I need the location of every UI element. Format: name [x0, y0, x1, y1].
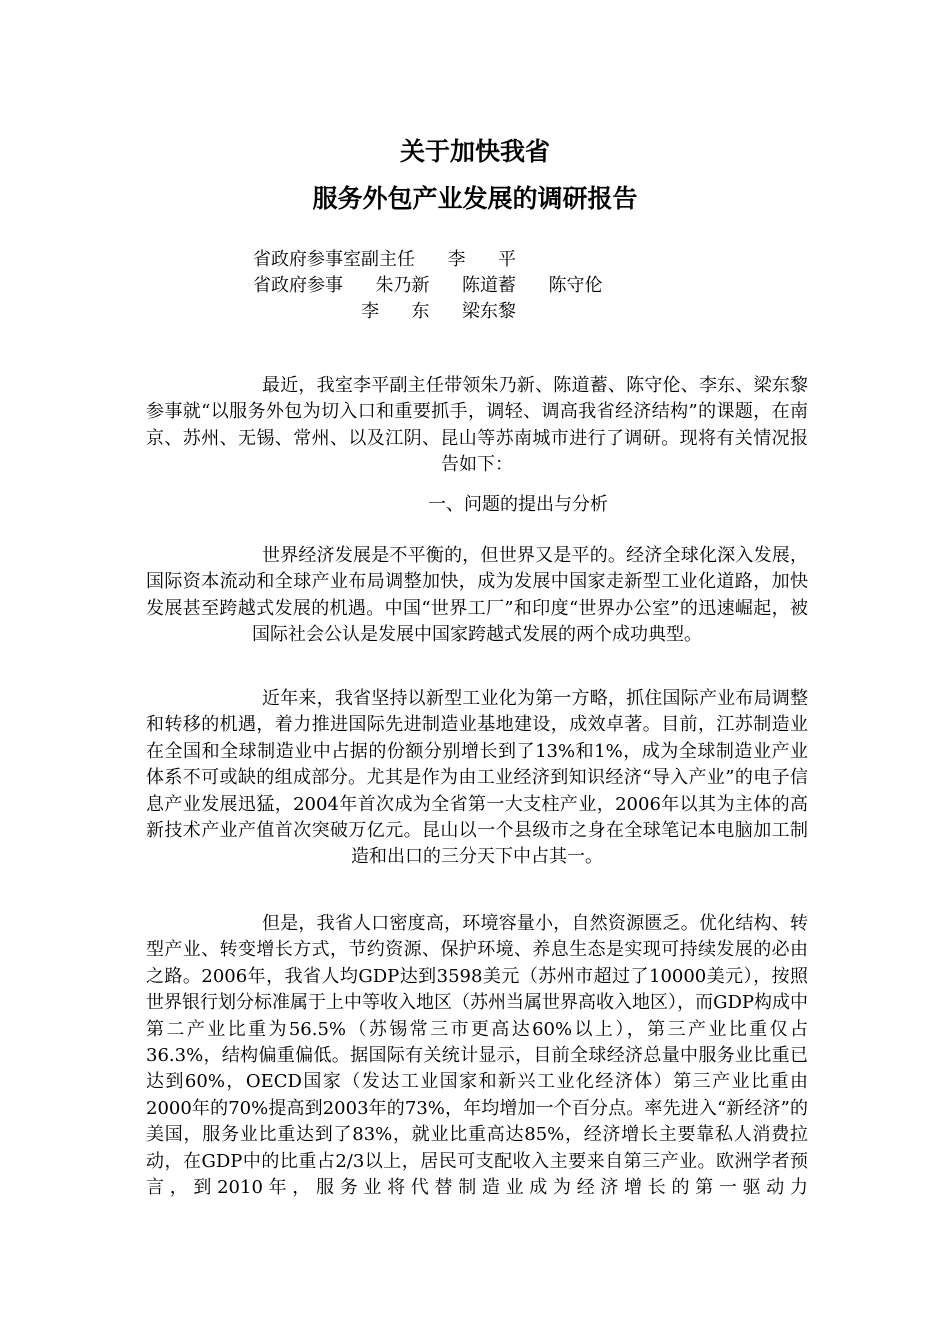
author-line-1: 省政府参事室副主任 李 平: [253, 249, 517, 270]
author-line-2: 省政府参事 朱乃新 陈道蓄 陈守伦: [253, 275, 603, 296]
document-title-line-2: 服务外包产业发展的调研报告: [312, 184, 638, 213]
section-heading-1: 一、问题的提出与分析: [428, 494, 608, 515]
body-paragraph-1: 世界经济发展是不平衡的，但世界又是平的。经济全球化深入发展，国际资本流动和全球产业布局调整加快，成为发展中国家走新型工业化道路，加快发展甚至跨越式发展的机遇。中国“世界工厂”和印度“世界办公室”的迅速崛起，被国际社会公认是发展中国家跨越式发展的两个成功典型。: [146, 545, 808, 646]
document-title-line-1: 关于加快我省: [399, 137, 550, 166]
body-paragraph-3: 但是，我省人口密度高，环境容量小，自然资源匮乏。优化结构、转型产业、转变增长方式，节约资源、保护环境、养息生态是实现可持续发展的必由之路。2006年，我省人均GDP达到3598美元（苏州市超过了10000美元），按照世界银行划分标准属于上中等收入地区（苏州当属世界高收入地区），而GDP构成中第二产业比重为56.5%（苏锡常三市更高达60%以上），第三产业比重仅占36.3%，结构偏重偏低。据国际有关统计显示，目前全球经济总量中服务业比重已达到60%，OECD国家（发达工业国家和新兴工业化经济体）第三产业比重由2000年的70%提高到2003年的73%，年均增加一个百分点。率先进入“新经济”的美国，服务业比重达到了83%，就业比重高达85%，经济增长主要靠私人消费拉动，在GDP中的比重占2/3以上，居民可支配收入主要来自第三产业。欧洲学者预言，到2010年，服务业将代替制造业成为经济增长的第一驱动力: [146, 913, 808, 1199]
intro-paragraph: 最近，我室李平副主任带领朱乃新、陈道蓄、陈守伦、李东、梁东黎参事就“以服务外包为切入口和重要抓手，调轻、调高我省经济结构”的课题，在南京、苏州、无锡、常州、以及江阴、昆山等苏南城市进行了调研。现将有关情况报告如下：: [146, 375, 808, 476]
body-paragraph-2: 近年来，我省坚持以新型工业化为第一方略，抓住国际产业布局调整和转移的机遇，着力推进国际先进制造业基地建设，成效卓著。目前，江苏制造业在全国和全球制造业中占据的份额分别增长到了13%和1%，成为全球制造业产业体系不可或缺的组成部分。尤其是作为由工业经济到知识经济“导入产业”的电子信息产业发展迅猛，2004年首次成为全省第一大支柱产业，2006年以其为主体的高新技术产业产值首次突破万亿元。昆山以一个县级市之身在全球笔记本电脑加工制造和出口的三分天下中占其一。: [146, 688, 808, 868]
author-line-3: 李 东 梁东黎: [361, 301, 517, 322]
